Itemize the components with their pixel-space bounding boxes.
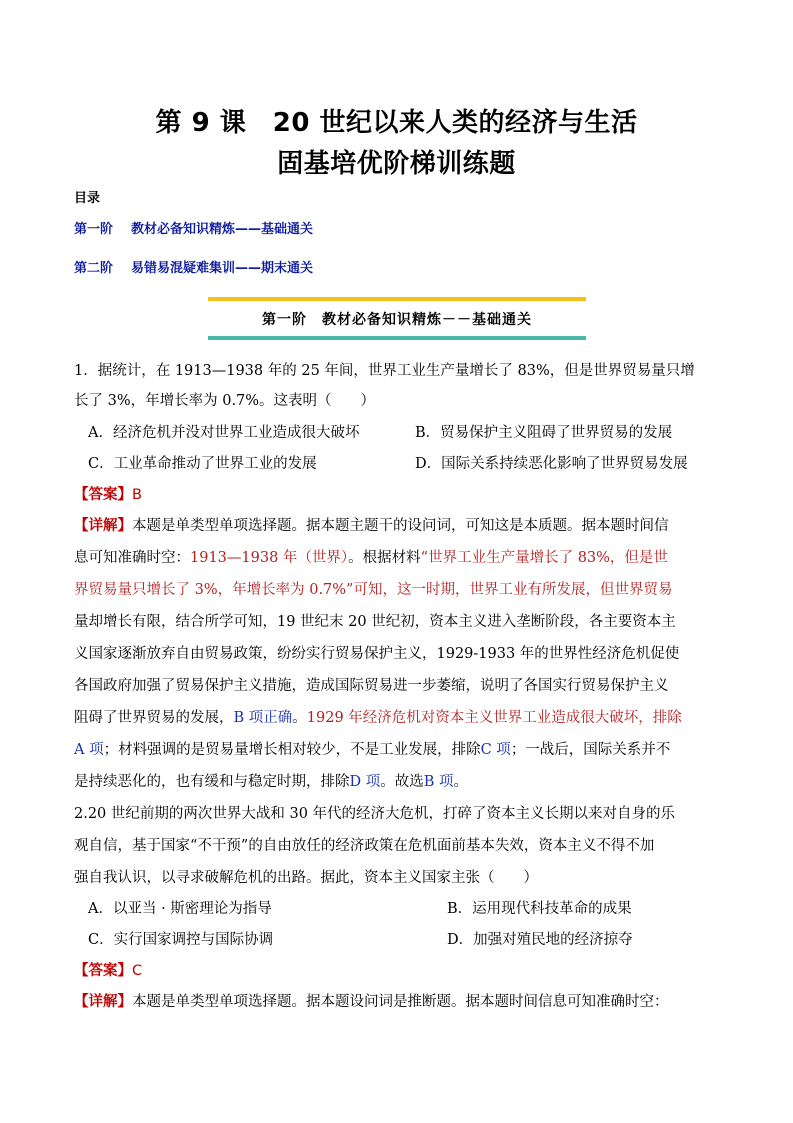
q1-detail-text-9e: 。 (453, 774, 469, 790)
q2-option-d[interactable]: D．加强对殖民地的经济掠夺 (447, 932, 633, 948)
q1-option-c[interactable]: C．工业革命推动了世界工业的发展 (88, 456, 317, 472)
q2-answer (74, 959, 142, 980)
q1-stem-line-1: 1．据统计，在 1913—1938 年的 25 年间，世界工业生产量增长了 83%，但是世界贸易量只增 (74, 363, 695, 379)
page-title: 第 9 课 20 世纪以来人类的经济与生活 (155, 108, 638, 138)
page-subtitle: 固基培优阶梯训练题 (277, 149, 516, 179)
toc-link-stage-2[interactable] (74, 257, 313, 276)
q1-option-a[interactable]: A．经济危机并没对世界工业造成很大破坏 (88, 425, 360, 441)
toc-link-stage-1[interactable] (74, 218, 313, 237)
q1-detail-line-2 (74, 546, 668, 567)
q1-answer (74, 483, 142, 504)
q2-stem-line-3: 强自我认识，以寻求破解危机的出路。据此，资本主义国家主张（ ） (74, 870, 538, 886)
q1-detail-text-8c: C 项 (480, 742, 511, 758)
q1-detail-text-8d: ；一战后，国际关系并不 (510, 742, 671, 758)
q1-option-b[interactable]: B．贸易保护主义阻碍了世界贸易的发展 (415, 425, 673, 441)
section-top-rule (208, 297, 586, 301)
q1-detail-text-2b: 1913—1938 年（世界） (190, 550, 349, 566)
q1-detail-text-8a: A 项 (74, 742, 104, 758)
q2-option-c[interactable]: C．实行国家调控与国际协调 (88, 932, 274, 948)
q2-option-a[interactable]: A．以亚当 · 斯密理论为指导 (88, 901, 272, 917)
q1-detail-line-7 (74, 706, 682, 727)
q1-detail-line-5: 义国家逐渐放弃自由贸易政策，纷纷实行贸易保护主义，1929-1933 年的世界性经济危机促使 (74, 646, 680, 662)
section-header (208, 297, 586, 340)
toc-heading: 目录 (74, 191, 101, 206)
q1-detail-text-7d: 1929 年经济危机对资本主义世界工业造成很大破坏，排除 (306, 710, 682, 726)
q1-detail-text-9d: B 项 (423, 774, 454, 790)
q1-detail-tag: 【详解】 (74, 518, 132, 534)
q1-answer-tag: 【答案】 (74, 487, 132, 503)
q2-detail-text-1: 本题是单类型单项选择题。据本题设问词是推断题。据本题时间信息可知准确时空： (132, 994, 669, 1010)
toc-link-stage-1-label: 第一阶 (74, 222, 114, 237)
q1-detail-text-9b: D 项 (349, 774, 381, 790)
q1-detail-text-7c: 。 (292, 710, 307, 726)
q1-detail-line-6: 各国政府加强了贸易保护主义措施，造成国际贸易进一步萎缩，说明了各国实行贸易保护主义 (74, 678, 669, 694)
q1-detail-text-7b: B 项正确 (233, 710, 293, 726)
q2-option-b[interactable]: B．运用现代科技革命的成果 (447, 901, 632, 917)
q1-detail-line-1 (74, 514, 669, 535)
q1-option-d[interactable]: D．国际关系持续恶化影响了世界贸易发展 (415, 456, 688, 472)
section-bottom-rule (208, 336, 586, 340)
q1-detail-line-9 (74, 770, 468, 791)
q1-detail-line-3: 界贸易量只增长了 3%，年增长率为 0.7%”可知，这一时期，世界工业有所发展，但世界贸易 (74, 582, 673, 598)
q1-detail-text-8b: ；材料强调的是贸易量增长相对较少，不是工业发展，排除 (103, 742, 481, 758)
q1-detail-line-8 (74, 738, 670, 759)
q2-stem-line-2: 观自信，基于国家“不干预”的自由放任的经济政策在危机面前基本失效，资本主义不得不加 (74, 838, 655, 854)
q1-detail-text-2a: 息可知准确时空： (74, 550, 190, 566)
q1-detail-line-4: 量却增长有限，结合所学可知，19 世纪末 20 世纪初，资本主义进入垄断阶段，各主要资本主 (74, 614, 676, 630)
q2-detail-tag: 【详解】 (74, 994, 132, 1010)
toc-link-stage-1-text: 教材必备知识精炼——基础通关 (131, 222, 314, 237)
q1-detail-text-2c: 。根据材料 (348, 550, 421, 566)
toc-link-stage-2-label: 第二阶 (74, 261, 114, 276)
toc-link-stage-2-text: 易错易混疑难集训——期末通关 (131, 261, 314, 276)
q1-stem-line-2: 长了 3%，年增长率为 0.7%。这表明（ ） (74, 393, 376, 409)
q1-detail-text-2d: “世界工业生产量增长了 83%，但是世 (420, 550, 668, 566)
q1-detail-text-1: 本题是单类型单项选择题。据本题主题干的设问词，可知这是本质题。据本题时间信 (132, 518, 669, 534)
section-title: 第一阶 教材必备知识精炼－－基础通关 (262, 312, 532, 328)
q1-answer-value: B (132, 487, 142, 503)
q2-answer-value: C (132, 963, 143, 979)
q2-stem-line-1: 2.20 世纪前期的两次世界大战和 30 年代的经济大危机，打碎了资本主义长期以来对自身的乐 (74, 806, 676, 822)
q2-detail-line-1 (74, 990, 669, 1011)
q2-answer-tag: 【答案】 (74, 963, 132, 979)
q1-detail-text-7a: 阻碍了世界贸易的发展， (74, 710, 234, 726)
q1-detail-text-9a: 是持续恶化的，也有缓和与稳定时期，排除 (74, 774, 350, 790)
q1-detail-text-9c: 。故选 (380, 774, 424, 790)
